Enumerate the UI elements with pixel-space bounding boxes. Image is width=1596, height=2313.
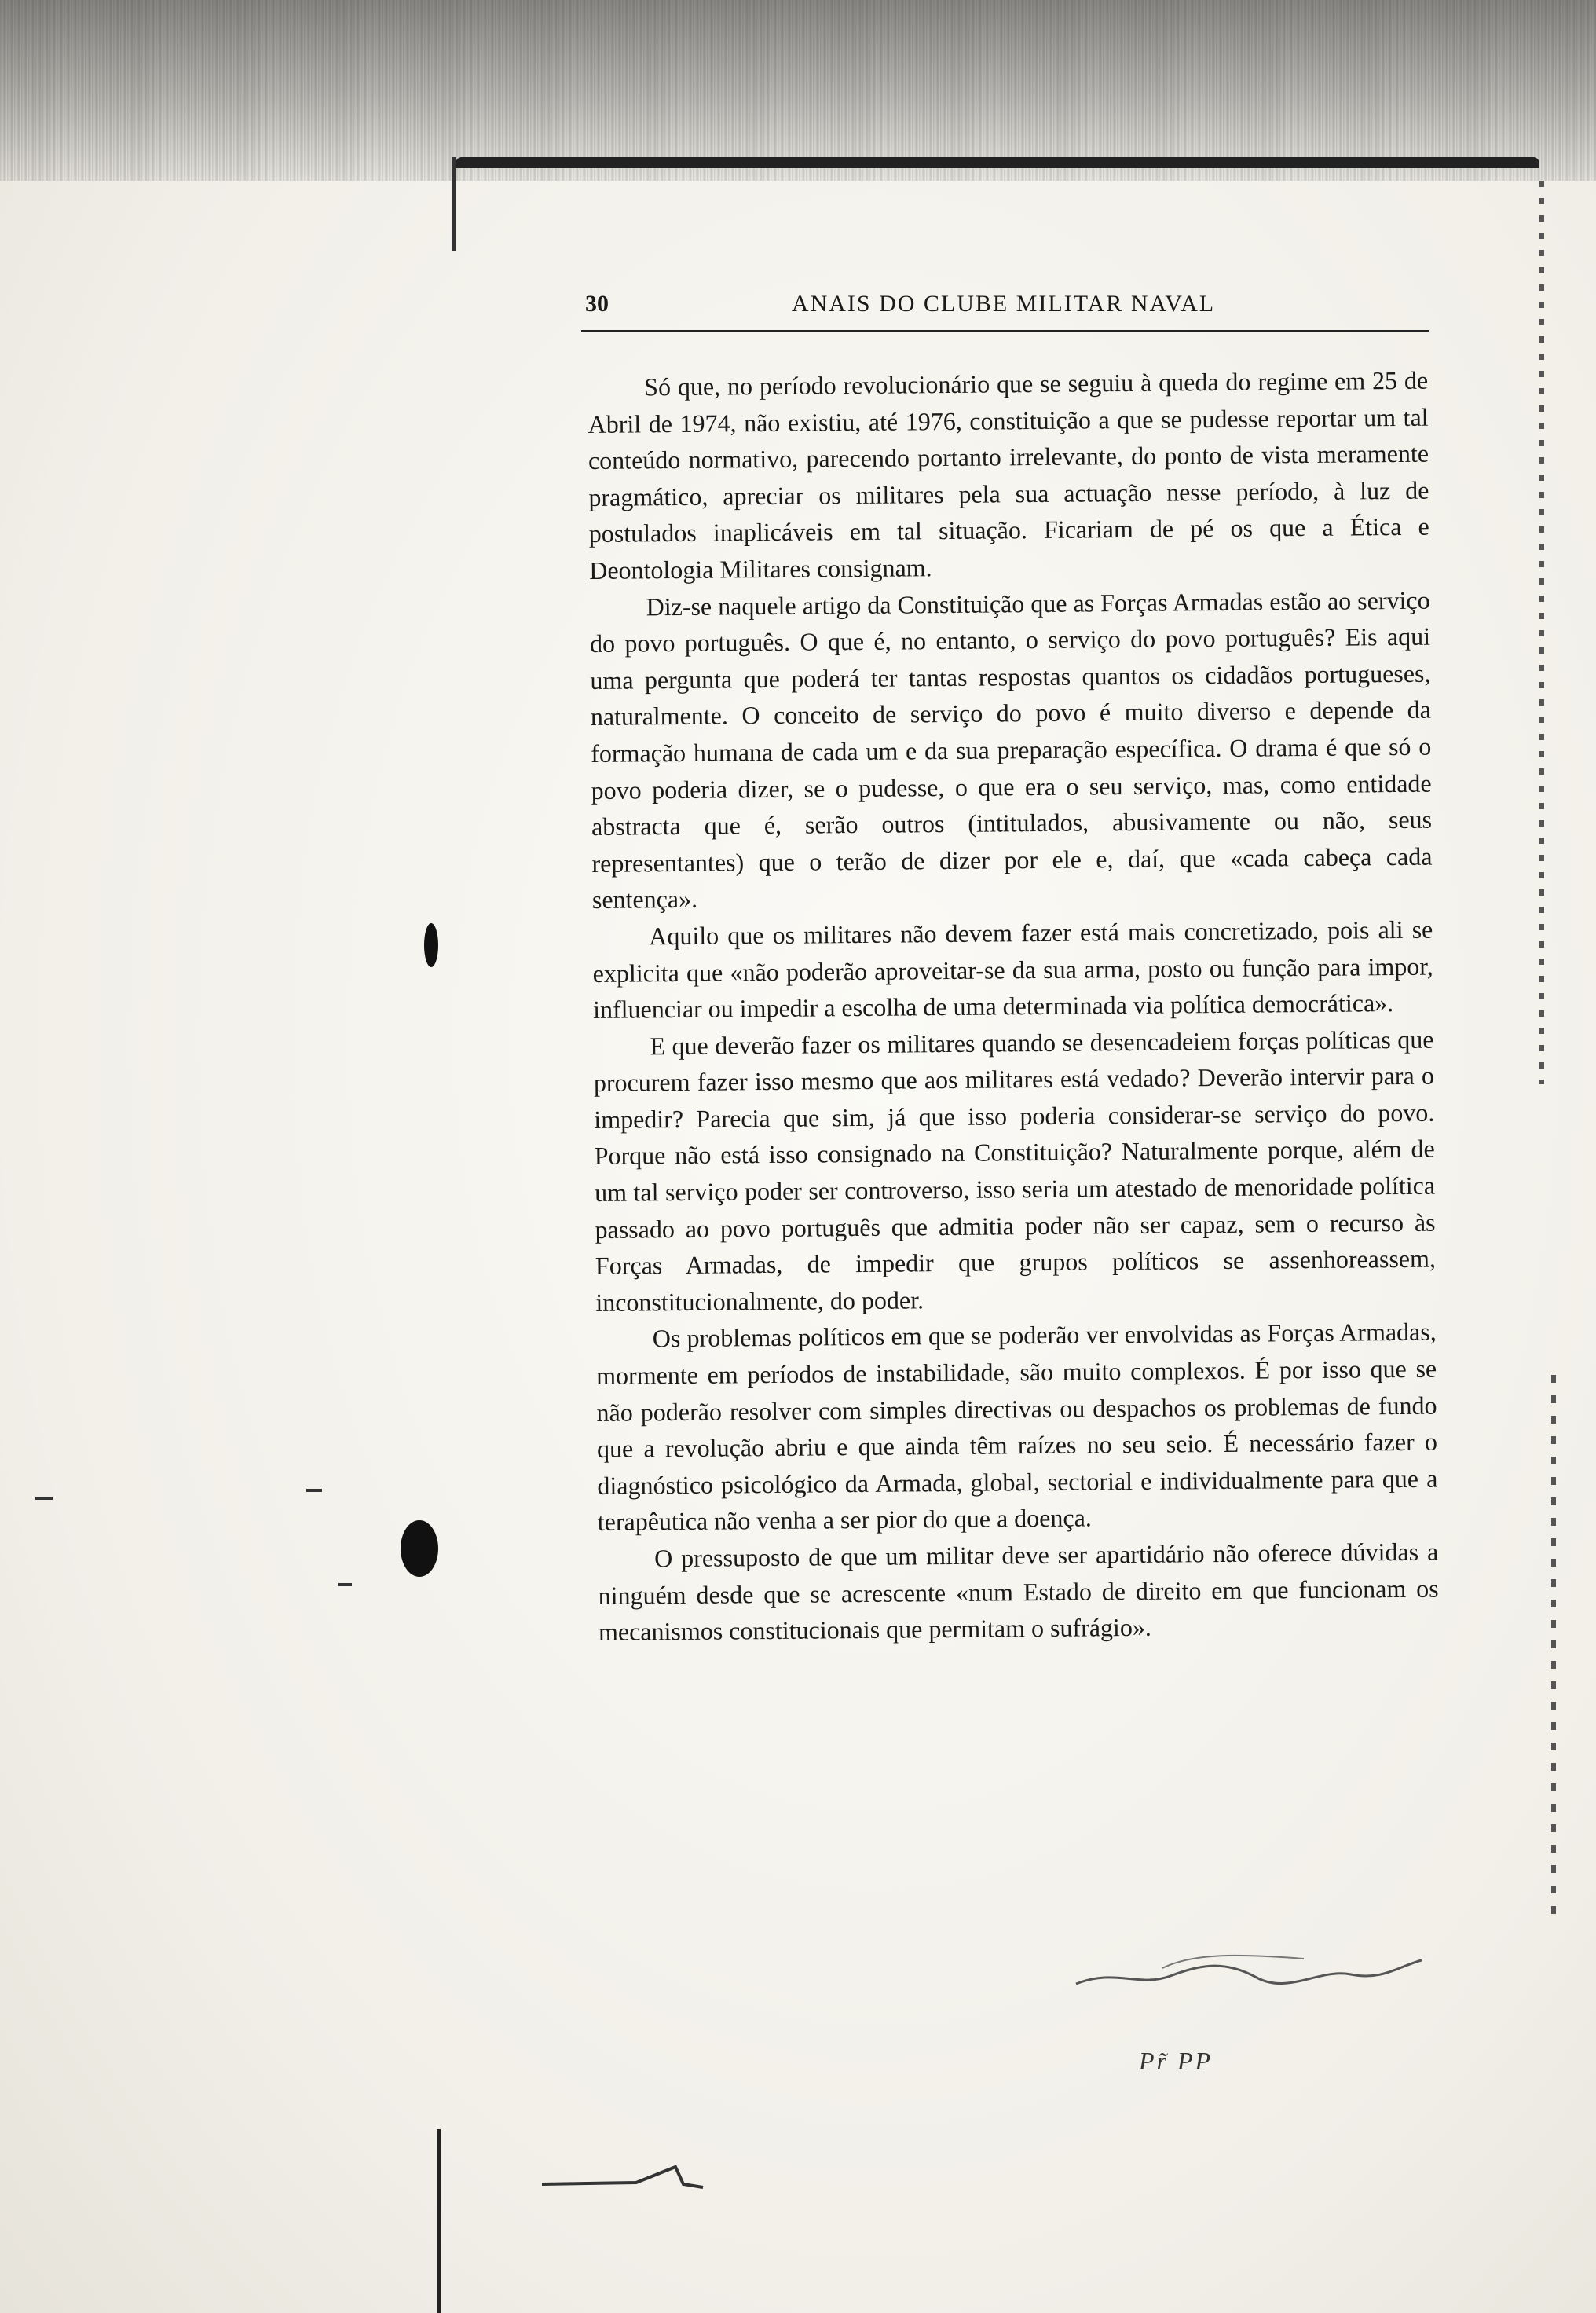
margin-dash xyxy=(35,1497,53,1500)
stamp-mark: Pr̃ PP xyxy=(1139,2047,1213,2075)
page-binding-edge xyxy=(456,157,1539,168)
journal-title: ANAIS DO CLUBE MILITAR NAVAL xyxy=(791,291,1216,317)
scribble-mark xyxy=(542,2161,707,2192)
handwritten-signature xyxy=(1068,1945,1429,2000)
left-margin-line-bottom xyxy=(437,2129,441,2313)
margin-dash xyxy=(306,1489,322,1492)
paragraph: Aquilo que os militares não devem fazer está mais concretizado, pois ali se explicita que «não poderão aproveitar-se da sua arma, posto ou função para impor, influenciar ou impedir a escolha de uma determinada via política democrática». xyxy=(592,915,1433,1025)
right-margin-marks-top xyxy=(1539,181,1544,1084)
paragraph: Diz-se naquele artigo da Constituição que as Forças Armadas estão ao serviço do povo português. O que é, no entanto, o serviço do povo português? Eis aqui uma pergunta que poderá ter tantas respostas quantos os cidadãos portugueses, naturalmente. O conceito de serviço do povo é muito diverso e depende da formação humana de cada um e da sua preparação específica. O drama é que só o povo poderia dizer, se o pudesse, o que era o seu serviço, mas, como entidade abstracta que é, serão outros (intitulados, abusivamente ou não, seus representantes) que o terão de dizer por ele e, daí, que «cada cabeça cada sentença». xyxy=(589,585,1433,915)
article-body xyxy=(588,362,1439,1651)
left-margin-line-top xyxy=(452,157,456,251)
right-margin-marks-bottom xyxy=(1551,1375,1556,1925)
scan-top-shadow xyxy=(0,0,1596,181)
paragraph: Os problemas políticos em que se poderão ver envolvidas as Forças Armadas, mormente em períodos de instabilidade, são muito complexos. É por isso que se não poderão resolver com simples directivas ou despachos os problemas de fundo que a revolução abriu e que ainda têm raízes no seu seio. É necessário fazer o diagnóstico psicológico da Armada, global, sectorial e individualmente para que a terapêutica não venha a ser pior do que a doença. xyxy=(596,1318,1438,1537)
ink-blot xyxy=(401,1520,438,1577)
paragraph: O pressuposto de que um militar deve ser apartidário não oferece dúvidas a ninguém desde que se acrescente «num Estado de direito em que funcionam os mecanismos constitucionais que permitam o sufrágio». xyxy=(598,1537,1439,1647)
page-number: 30 xyxy=(585,291,609,317)
paragraph: E que deverão fazer os militares quando se desencadeiem forças políticas que procurem fazer isso mesmo que aos militares está vedado? Deverão intervir para o impedir? Parecia que sim, já que isso poderia considerar-se serviço do povo. Porque não está isso consignado na Constituição? Naturalmente porque, além de um tal serviço poder ser controverso, isso seria um atestado de menoridade política passado ao povo português que admitia poder não ser capaz, sem o recurso às Forças Armadas, de impedir que grupos políticos se assenhoreassem, inconstitucionalmente, do poder. xyxy=(593,1025,1437,1317)
paragraph: Só que, no período revolucionário que se seguiu à queda do regime em 25 de Abril de 1974, não existiu, até 1976, constituição a que se pudesse reportar um tal conteúdo normativo, parecendo portanto irrelevante, do ponto de vista meramente pragmático, apreciar os militares pela sua actuação nesse período, à luz de postulados inaplicáveis em tal situação. Ficariam de pé os que a Ética e Deontologia Militares consignam. xyxy=(588,365,1429,585)
ink-blot xyxy=(424,923,438,967)
margin-dash xyxy=(338,1583,352,1586)
page-header xyxy=(585,291,1422,332)
header-rule xyxy=(581,330,1429,332)
